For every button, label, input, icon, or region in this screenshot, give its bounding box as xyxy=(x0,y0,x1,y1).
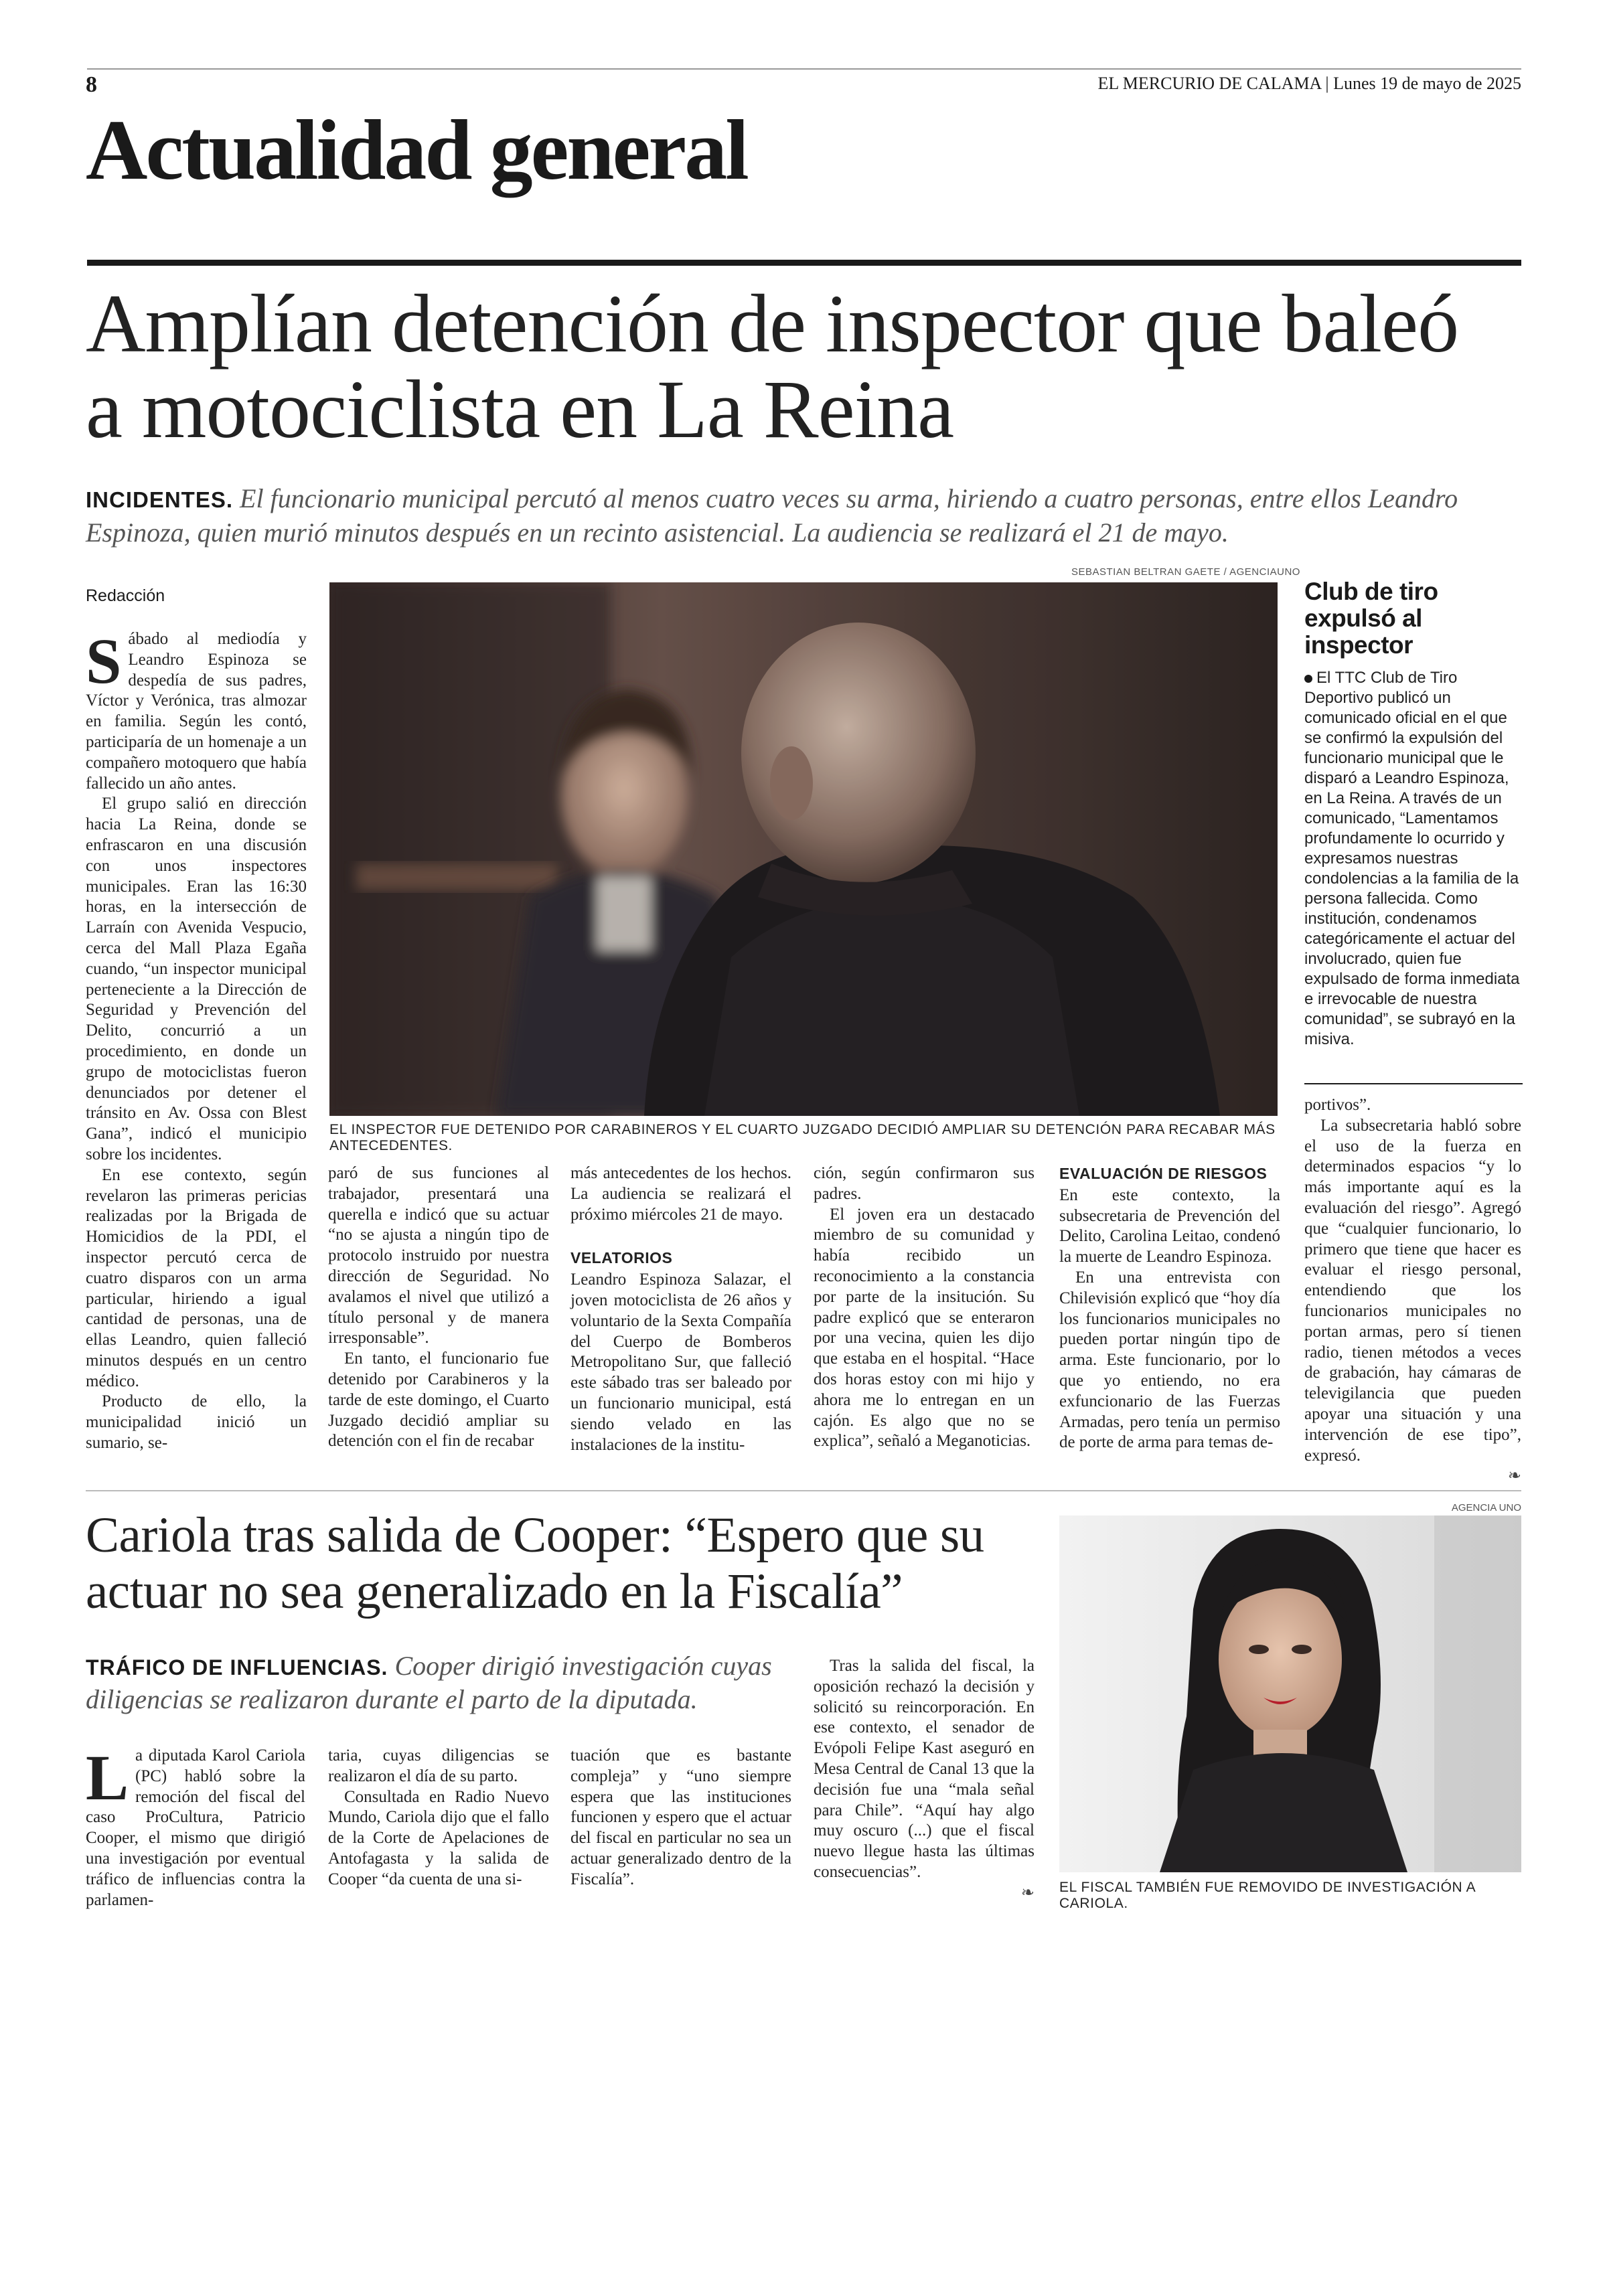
sidebar-title: Club de tiro expulsó al inspector xyxy=(1304,578,1438,659)
section-title: Actualidad general xyxy=(86,102,747,197)
paragraph: En una entrevista con Chilevisión explicó que “hoy día los funcionarios municipales no pueden portar ningún tipo de arma. Este funcionario, por lo que yo entiendo, no era exfuncionario de las Fuerzas Armadas, pero tenía un permiso de porte de arma para temas de- xyxy=(1059,1268,1280,1452)
paragraph: Producto de ello, la municipalidad inició un sumario, se- xyxy=(86,1392,307,1453)
headline: Cariola tras salida de Cooper: “Espero que su actuar no sea generalizado en la Fiscalía” xyxy=(86,1507,984,1619)
deck xyxy=(86,1650,809,1716)
sidebar-body: El TTC Club de Tiro Deportivo publicó un comunicado oficial en el que se confirmó la expulsión del funcionario municipal que le disparó a Leandro Espinoza, en La Reina. A través de un comunicado, “Lamentamos profundamente lo ocurrido y expresamos nuestras condolencias a la familia de la persona fallecida. Como institución, condenamos categóricamente el actuar del involucrado, quien fue expulsado de forma inmediata e irrevocable de nuestra comunidad”, se subrayó en la misiva. xyxy=(1304,669,1520,1048)
paragraph: taria, cuyas diligencias se realizaron el día de su parto. xyxy=(328,1746,549,1785)
inspector-photo xyxy=(329,582,1278,1116)
headline: Amplían detención de inspector que baleó a motociclista en La Reina xyxy=(86,278,1459,455)
article-column-1 xyxy=(86,625,307,1454)
subheading-velatorios: VELATORIOS xyxy=(570,1249,673,1267)
courtroom-photo-illustration xyxy=(329,582,1278,1116)
photo-caption: EL INSPECTOR FUE DETENIDO POR CARABINEROS Y EL CUARTO JUZGADO DECIDIÓ AMPLIAR SU DETENCIÓN PARA RECABAR MÁS ANTECEDENTES. xyxy=(329,1122,1276,1153)
end-mark-icon: ❧ xyxy=(1507,1467,1521,1485)
paragraph: más antecedentes de los hechos. La audiencia se realizará el próximo miércoles 21 de mayo. xyxy=(570,1164,791,1224)
article-column-2 xyxy=(328,1163,549,1452)
paragraph: En ese contexto, según revelaron las primeras pericias realizadas por la Brigada de Homicidios de la PDI, el inspector percutó cerca de cuatro disparos con un arma particular, hiriendo a igual cantidad de personas, una de ellas Leandro, quien falleció minutos después en un centro médico. xyxy=(86,1165,307,1390)
drop-cap: L xyxy=(86,1742,129,1813)
paragraph: El grupo salió en dirección hacia La Reina, donde se enfrascaron en una discusión con unos inspectores municipales. Eran las 16:30 horas, en la intersección de Larraín con Avenida Vespucio, cerca del Mall Plaza Egaña cuando, “un inspector municipal perteneciente a la Dirección de Seguridad y Prevención del Delito, concurrió a un procedimiento, en donde un grupo de motociclistas fueron denunciados por detener el tránsito en Av. Ossa con Blest Gana”, indicó el municipio sobre los incidentes. xyxy=(86,795,307,1163)
deck xyxy=(86,482,1505,549)
paragraph: El joven era un destacado miembro de su comunidad y había recibido un reconocimiento a la constancia por parte de la insitución. Su padre explicó que se enteraron por una vecina, quien les dijo que estaba en el hospital. “Hace dos horas estoy con mi hijo y ahora me lo entregan en un cajón. Es algo que no se explica”, señaló a Meganoticias. xyxy=(814,1205,1035,1451)
summary: Cooper dirigió investigación cuyas diligencias se realizaron durante el parto de la diputada. xyxy=(86,1651,772,1714)
kicker: INCIDENTES. xyxy=(86,487,234,512)
subheading-evaluacion: EVALUACIÓN DE RIESGOS xyxy=(1059,1165,1268,1182)
article-column-2 xyxy=(328,1746,549,1890)
page-number: 8 xyxy=(86,72,97,97)
sidebar-rule xyxy=(1304,1083,1523,1084)
photo-credit: SEBASTIAN BELTRAN GAETE / AGENCIAUNO xyxy=(1071,566,1300,578)
byline: Redacción xyxy=(86,586,165,605)
paragraph: La subsecretaria habló sobre el uso de la fuerza en determinados espacios “y lo más importante aquí es la evaluación del riesgo”. Agregó que “cualquier funcionario, lo primero que tiene que hacer es evaluar el riesgo personal, entendiendo que los funcionarios municipales no portan armas, pero sí tienen radio, tienen métodos a veces de grabación, hay cámaras de televigilancia que pueden apoyar una situación y una intervención de ese tipo”, expresó. xyxy=(1304,1116,1521,1465)
article-column-1 xyxy=(86,1742,305,1910)
section-rule xyxy=(87,260,1521,266)
story-divider xyxy=(86,1490,1521,1491)
end-mark-icon: ❧ xyxy=(1020,1884,1035,1902)
sidebar-box xyxy=(1304,578,1523,1050)
article-column-3 xyxy=(570,1746,791,1890)
bullet-icon xyxy=(1304,675,1312,683)
paragraph: Consultada en Radio Nuevo Mundo, Cariola dijo que el fallo de la Corte de Apelaciones de Antofagasta y la salida de Cooper “da cuenta de una si- xyxy=(328,1787,549,1888)
paragraph: portivos”. xyxy=(1304,1096,1371,1114)
paragraph: En tanto, el funcionario fue detenido por Carabineros y la tarde de este domingo, el Cuarto Juzgado decidió ampliar su detención con el fin de recabar xyxy=(328,1349,549,1451)
paragraph: tuación que es bastante compleja” y “uno siempre espera que las instituciones funcionen y espero que el actuar del fiscal en particular no sea un actuar generalizado dentro de la Fiscalía”. xyxy=(570,1746,791,1888)
paragraph: En este contexto, la subsecretaria de Prevención del Delito, Carolina Leitao, condenó la muerte de Leandro Espinoza. xyxy=(1059,1185,1280,1266)
masthead: EL MERCURIO DE CALAMA | Lunes 19 de mayo de 2025 xyxy=(1097,74,1521,93)
kicker: TRÁFICO DE INFLUENCIAS. xyxy=(86,1655,388,1679)
paragraph: Sábado al mediodía y Leandro Espinoza se despedía de sus padres, Víctor y Verónica, tras almozar en familia. Según les contó, participaría de un homenaje a un compañero motoquero que había fallecido un año antes. xyxy=(86,625,307,793)
cariola-photo xyxy=(1059,1515,1521,1872)
paragraph: La diputada Karol Cariola (PC) habló sobre la remoción del fiscal del caso ProCultura, Patricio Cooper, el mismo que dirigió una investigación por eventual tráfico de influencias contra la parlamen- xyxy=(86,1742,305,1909)
top-rule xyxy=(87,68,1521,70)
article-column-6 xyxy=(1304,1095,1521,1487)
article-column-3 xyxy=(570,1163,791,1455)
photo-credit: AGENCIA UNO xyxy=(1451,1502,1521,1513)
summary: El funcionario municipal percutó al menos cuatro veces su arma, hiriendo a cuatro personas, entre ellos Leandro Espinoza, quien murió minutos después en un recinto asistencial. La audiencia se realizará el 21 de mayo. xyxy=(86,483,1458,548)
paragraph: Leandro Espinoza Salazar, el joven motociclista de 26 años y voluntario de la Sexta Compañía del Cuerpo de Bomberos Metropolitano Sur, que falleció este sábado tras ser baleado por un funcionario municipal, está siendo velado en las instalaciones de la institu- xyxy=(570,1270,791,1454)
photo-caption: EL FISCAL TAMBIÉN FUE REMOVIDO DE INVESTIGACIÓN A CARIOLA. xyxy=(1059,1880,1476,1911)
article-column-4 xyxy=(814,1163,1035,1452)
paragraph: Tras la salida del fiscal, la oposición rechazó la decisión y solicitó su reincorporación. En ese contexto, el senador de Evópoli Felipe Kast aseguró en Mesa Central de Canal 13 que la decisión fue una “mala señal para Chile”. “Aquí hay algo muy oscuro (...) que el fiscal nuevo llegue hasta las últimas consecuencias”. xyxy=(814,1657,1035,1881)
portrait-photo-illustration xyxy=(1059,1515,1521,1872)
article-column-4 xyxy=(814,1656,1035,1904)
drop-cap: S xyxy=(86,625,122,697)
article-column-5 xyxy=(1059,1163,1280,1453)
paragraph: paró de sus funciones al trabajador, presentará una querella e indicó que su actuar “no se ajusta a ningún tipo de protocolo instruido por nuestra dirección de Seguridad. No avalamos el nivel que utilizó a título personal y de manera irresponsable”. xyxy=(328,1164,549,1347)
paragraph: ción, según confirmaron sus padres. xyxy=(814,1164,1035,1203)
